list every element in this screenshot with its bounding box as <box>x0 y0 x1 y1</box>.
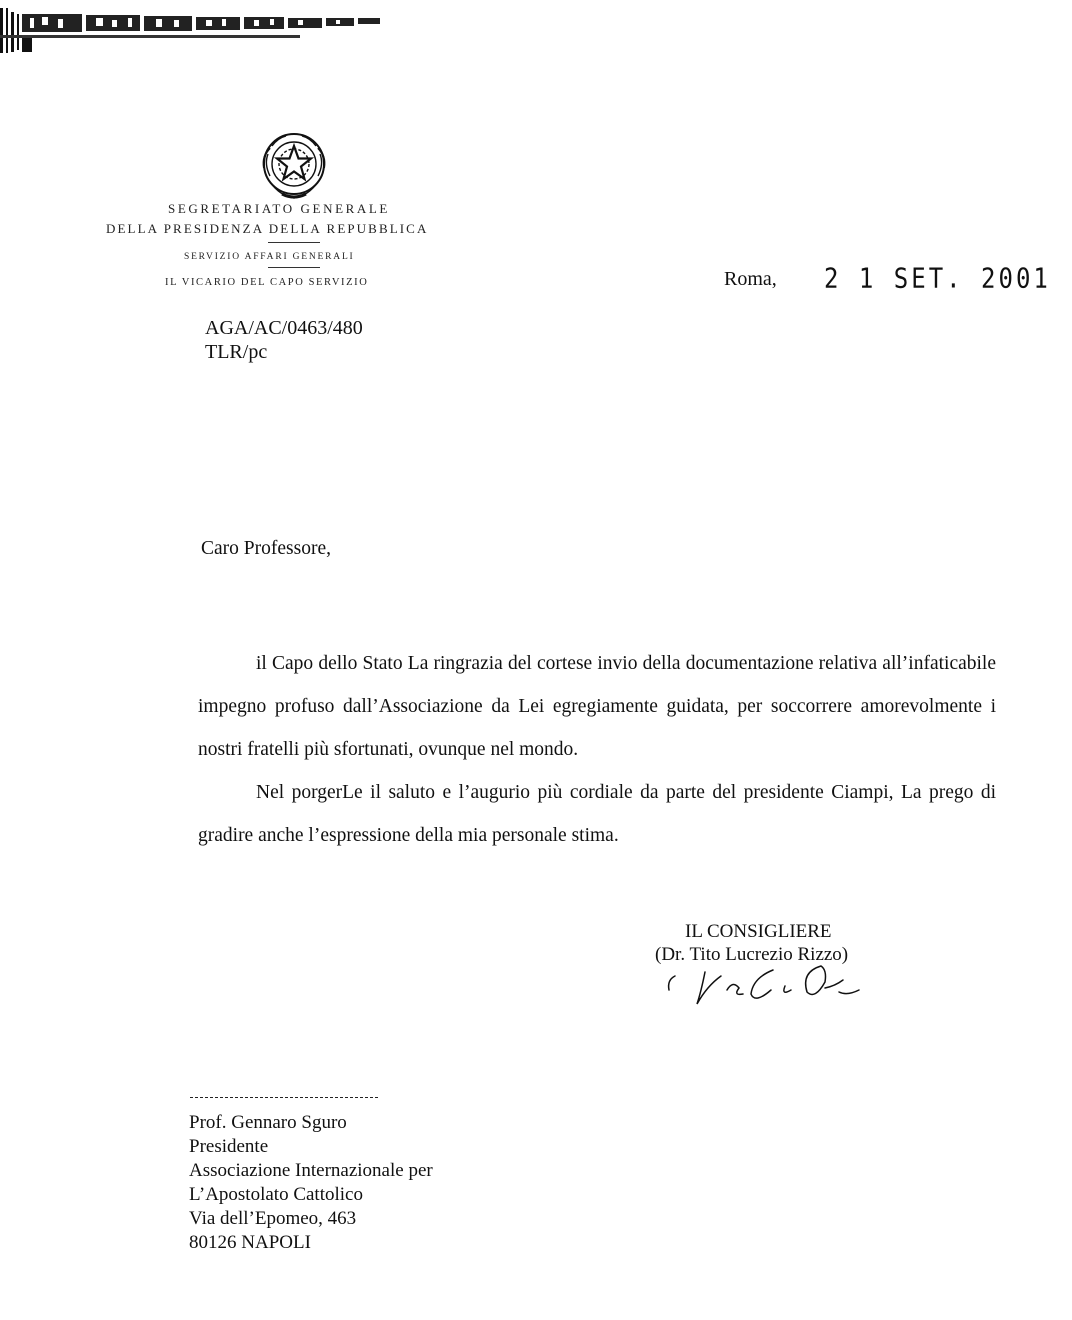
address-separator <box>190 1097 378 1098</box>
fax-header-noise <box>0 0 400 60</box>
recipient-street: Via dell’Epomeo, 463 <box>189 1208 357 1229</box>
signer-name: (Dr. Tito Lucrezio Rizzo) <box>655 944 849 965</box>
recipient-city: 80126 NAPOLI <box>189 1232 311 1253</box>
republic-emblem-icon <box>256 128 332 204</box>
body-paragraph-2: Nel porgerLe il saluto e l’augurio più cordiale da parte del presidente Ciampi, La prego di gradire anche l’espressione della mia personale stima. <box>198 782 996 846</box>
org-line-servizio: SERVIZIO AFFARI GENERALI <box>184 252 355 262</box>
body-paragraph-1: il Capo dello Stato La ringrazia del cortese invio della documentazione relativa all’infaticabile impegno profuso dall’Associazione da Lei egregiamente guidata, per soccorrere amorevolmente i nostri fratelli più sfortunati, ovunque nel mondo. <box>198 653 996 760</box>
protocol-reference <box>205 316 363 364</box>
org-line-segretariato: SEGRETARIATO GENERALE <box>168 201 390 216</box>
recipient-org-line2: L’Apostolato Cattolico <box>189 1184 363 1205</box>
org-line-vicario: IL VICARIO DEL CAPO SERVIZIO <box>165 277 369 288</box>
header-separator <box>268 267 320 268</box>
date-stamp: 2 1 SET. 2001 <box>824 262 1051 295</box>
protocol-initials: TLR/pc <box>205 341 268 363</box>
recipient-name: Prof. Gennaro Sguro <box>189 1112 347 1133</box>
protocol-number: AGA/AC/0463/480 <box>205 317 363 339</box>
recipient-org-line1: Associazione Internazionale per <box>189 1160 433 1181</box>
org-line-presidenza: DELLA PRESIDENZA DELLA REPUBBLICA <box>106 221 429 236</box>
header-separator <box>268 242 320 243</box>
handwritten-signature-icon <box>645 946 870 1018</box>
dateline-place: Roma, <box>724 268 777 290</box>
salutation: Caro Professore, <box>201 538 331 559</box>
signer-title: IL CONSIGLIERE <box>685 921 832 942</box>
recipient-address <box>189 1111 433 1255</box>
recipient-role: Presidente <box>189 1136 269 1157</box>
